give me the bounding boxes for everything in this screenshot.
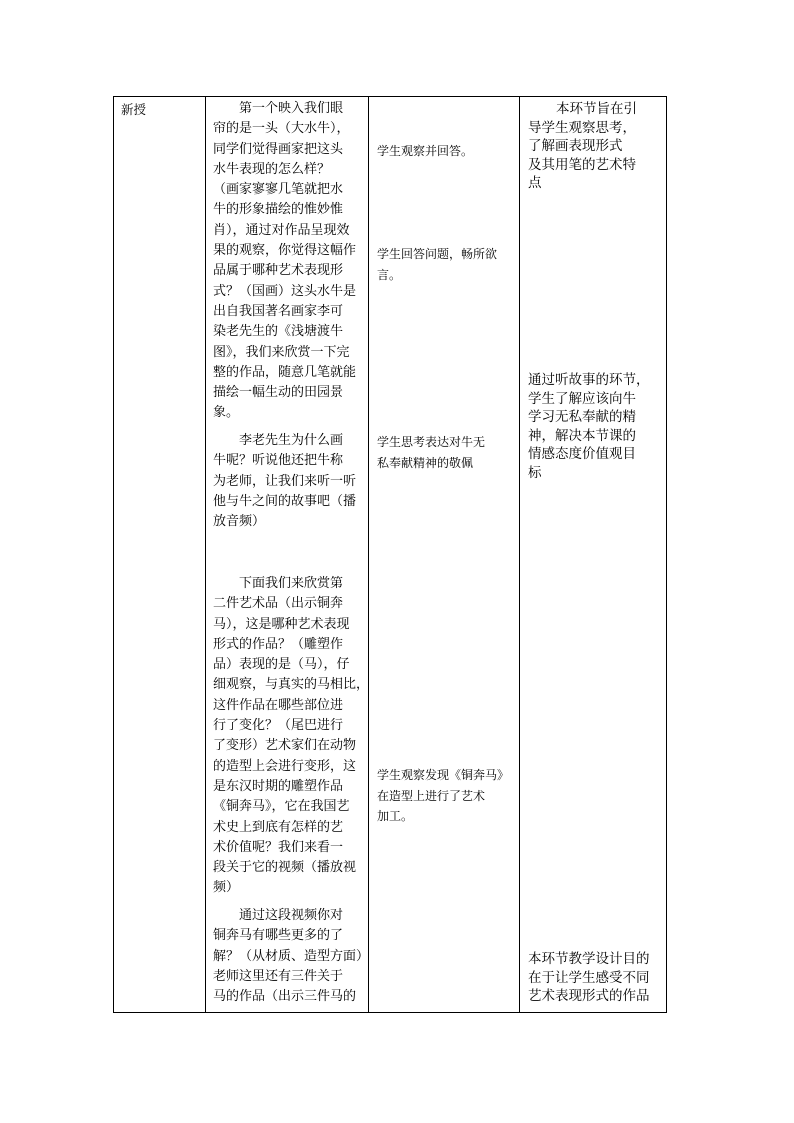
text-line: 通过这段视频你对	[239, 908, 344, 923]
text-line: 细观察，与真实的马相比，	[213, 677, 370, 693]
text-line: 学生观察发现《铜奔马》	[377, 768, 510, 782]
text-line: 学习无私奉献的精	[528, 409, 636, 426]
text-line: 点	[528, 175, 542, 192]
text-line: 这件作品在哪些部位进	[213, 697, 344, 713]
text-line: 术史上到底有怎样的艺	[213, 819, 344, 835]
text-line: 段关于它的视频（播放视	[213, 860, 357, 876]
text-line: 图》，我们来欣赏一下完	[213, 344, 350, 360]
student-activity-3	[377, 432, 521, 473]
teacher-paragraph-4	[213, 906, 371, 1007]
text-line: 李老先生为什么画	[239, 433, 344, 448]
text-line: 言。	[377, 267, 402, 282]
text-line: 品属于哪种艺术表现形	[213, 263, 344, 279]
text-line: 牛呢？听说他还把牛称	[213, 453, 344, 469]
text-line: 学生思考表达对牛无	[377, 435, 486, 449]
text-line: 为老师，让我们来听一听	[213, 473, 357, 489]
section-label: 新授	[121, 102, 147, 117]
text-line: 出自我国著名画家李可	[213, 303, 344, 319]
design-intent-1	[528, 100, 668, 193]
design-intent-3	[528, 950, 668, 1006]
text-line: 描绘一幅生动的田园景	[213, 385, 344, 401]
text-line: 的造型上会进行变形，这	[213, 758, 357, 774]
text-line: 老师这里还有三件关于	[213, 968, 344, 984]
text-line: 放音频）	[213, 514, 266, 530]
text-line: 第一个映入我们眼	[239, 101, 344, 116]
text-line: 肖），通过对作品呈现效	[213, 222, 350, 238]
text-line: 是东汉时期的雕塑作品	[213, 778, 344, 794]
table-row	[114, 97, 667, 1013]
text-line: 水牛表现的怎么样？	[213, 161, 331, 177]
student-activity-4	[377, 765, 521, 827]
text-line: 整的作品，随意几笔就能	[213, 364, 357, 380]
text-line: 马），这是哪种艺术表现	[213, 616, 350, 632]
text-line: 学生回答问题，畅所欲	[377, 247, 498, 261]
text-line: 本环节教学设计目的	[528, 951, 650, 967]
student-activity-2	[377, 244, 521, 285]
text-line: 牛的形象描绘的惟妙惟	[213, 202, 344, 218]
text-line: 导学生观察思考，	[528, 119, 636, 136]
text-line: 术价值呢？我们来看一	[213, 839, 344, 855]
lesson-plan-table	[113, 96, 667, 1013]
student-activity-cell	[369, 97, 520, 1013]
design-intent-cell	[520, 97, 667, 1013]
section-cell	[114, 97, 206, 1013]
text-line: 本环节旨在引	[556, 101, 637, 117]
text-line: 马的作品（出示三件马的	[213, 989, 357, 1005]
text-line: 帘的是一头（大水牛），	[213, 121, 350, 137]
text-line: 《铜奔马》，它在我国艺	[213, 799, 350, 815]
student-activity-1	[377, 141, 521, 162]
text-line: 式？（国画）这头水牛是	[213, 283, 357, 299]
text-line: 果的观察，你觉得这幅作	[213, 243, 357, 259]
text-line: 同学们觉得画家把这头	[213, 141, 344, 157]
text-line: 艺术表现形式的作品	[528, 988, 650, 1005]
text-line: 标	[528, 464, 542, 481]
text-line: 及其用笔的艺术特	[528, 156, 636, 173]
text-line: 染老先生的《浅塘渡牛	[213, 324, 344, 340]
teacher-paragraph-2	[213, 431, 371, 532]
text-line: 了变形）艺术家们在动物	[213, 738, 357, 754]
text-line: 行了变化？（尾巴进行	[213, 718, 344, 734]
design-intent-2	[528, 371, 668, 483]
teacher-paragraph-1	[213, 99, 371, 424]
text-line: 象。	[213, 405, 240, 421]
teacher-paragraph-3	[213, 574, 371, 899]
text-line: 在造型上进行了艺术	[377, 788, 486, 803]
text-line: 神，解决本节课的	[528, 427, 636, 444]
teacher-activity-cell	[206, 97, 369, 1013]
text-line: 在于让学生感受不同	[528, 969, 650, 986]
text-line: 频）	[213, 880, 240, 896]
text-line: 通过听故事的环节，	[528, 372, 650, 388]
text-line: 他与牛之间的故事吧（播	[213, 493, 357, 509]
text-line: 私奉献精神的敬佩	[377, 455, 474, 470]
text-line: 二件艺术品（出示铜奔	[213, 596, 344, 612]
text-line: 铜奔马有哪些更多的了	[213, 928, 344, 944]
text-line: 学生了解应该向牛	[528, 390, 636, 407]
text-line: 了解画表现形式	[528, 138, 623, 155]
text-line: 解？（从材质、造型方面）	[213, 948, 370, 964]
text-line: 形式的作品？（雕塑作	[213, 636, 344, 652]
text-line: （画家寥寥几笔就把水	[213, 182, 344, 198]
text-line: 加工。	[377, 809, 414, 823]
text-line: 下面我们来欣赏第	[239, 576, 344, 591]
text-line: 品）表现的是（马），仔	[213, 657, 350, 673]
text-line: 学生观察并回答。	[377, 144, 474, 158]
text-line: 情感态度价值观目	[528, 446, 636, 463]
